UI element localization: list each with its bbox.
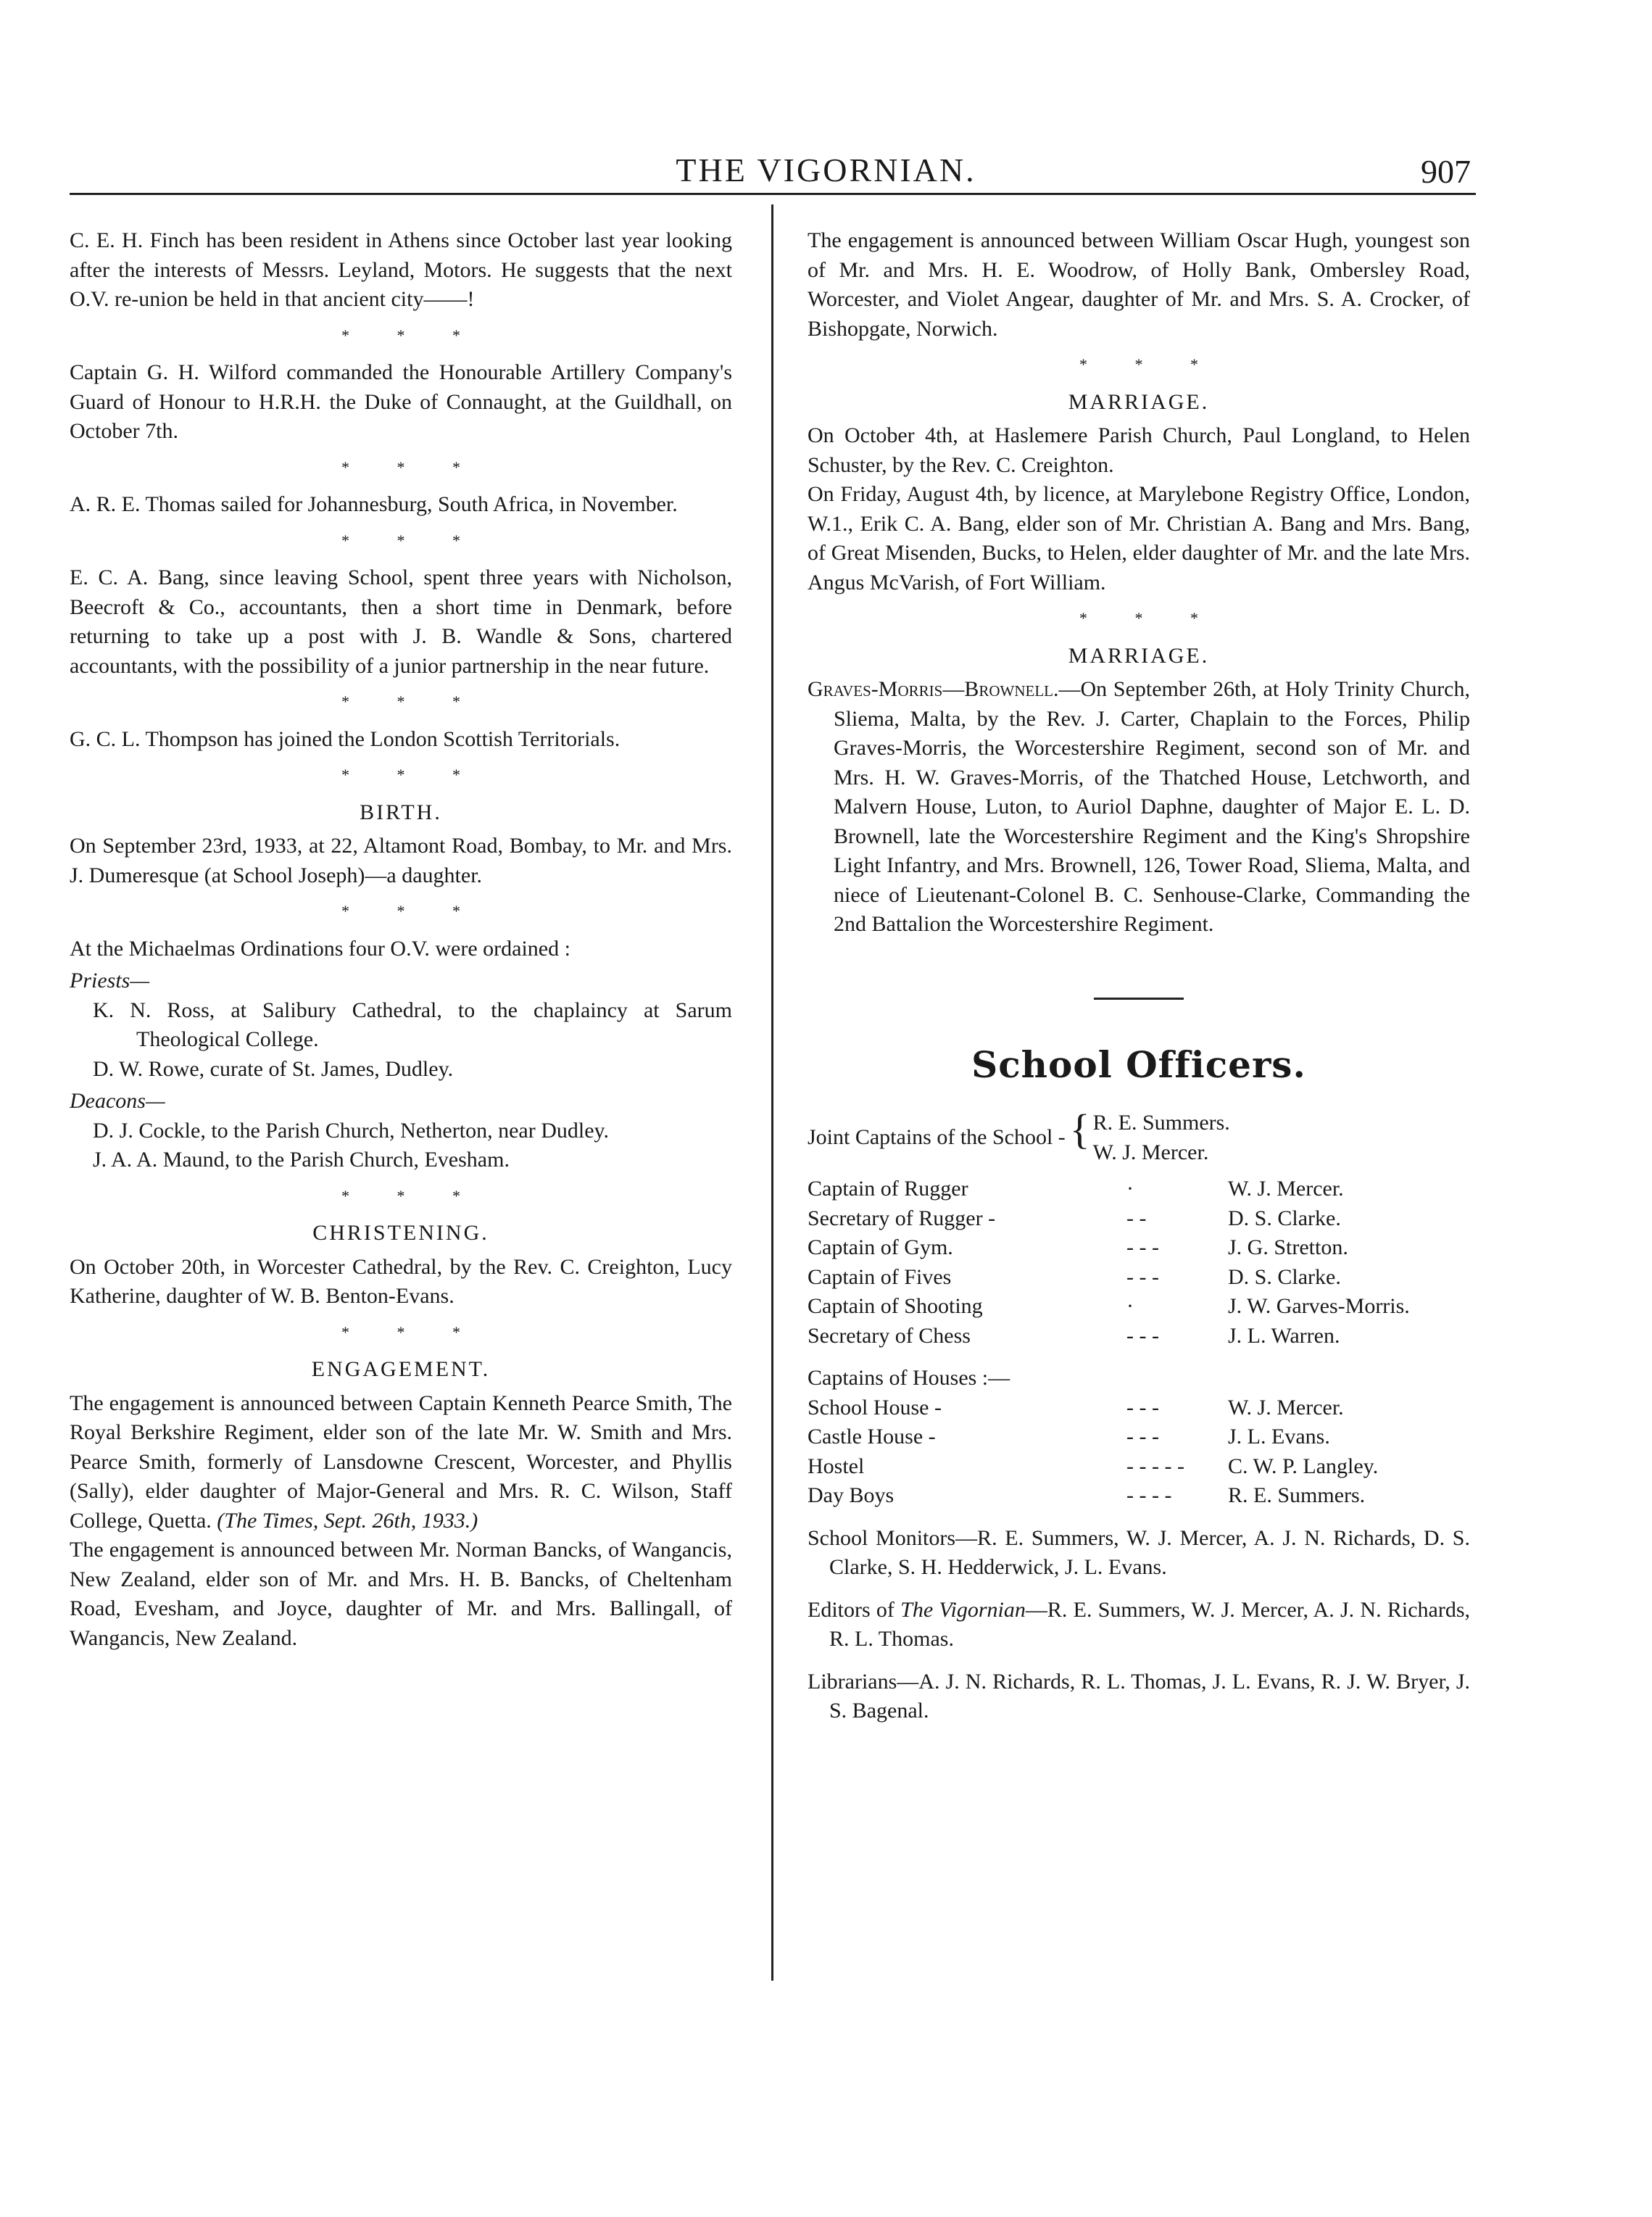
- editors-note: [808, 1596, 1470, 1654]
- page-header-title: THE VIGORNIAN.: [676, 152, 976, 188]
- officer-role-row-name: D. S. Clarke.: [1228, 1264, 1341, 1289]
- house-captain-row-label: Day Boys: [808, 1483, 895, 1507]
- house-captain-row-name: R. E. Summers.: [1228, 1483, 1366, 1507]
- section-stars: * * *: [341, 326, 482, 344]
- house-captain-row-label: Castle House -: [808, 1425, 936, 1449]
- houses-label: Captains of Houses :—: [808, 1366, 1010, 1390]
- engagement-notice-2: The engagement is announced between Mr. Norman Bancks, of Wangancis, New Zealand, elder son of Mr. and Mrs. H. B. Bancks, of Cheltenham Road, Evesham, and Joyce, daughter of Mr. and Mrs. Ballingall, of Wangancis, New Zealand.: [70, 1538, 732, 1650]
- officer-role-row-dashes: - -: [1126, 1206, 1147, 1230]
- section-stars: * * *: [341, 457, 482, 476]
- section-stars: * * *: [341, 531, 482, 550]
- house-captain-row-dashes: - - -: [1126, 1395, 1159, 1420]
- wilford-note: Captain G. H. Wilford commanded the Honourable Artillery Company's Guard of Honour to H.R.H. the Duke of Connaught, at the Guildhall, on October 7th.: [70, 360, 732, 443]
- brace-glyph: {: [1069, 1106, 1090, 1153]
- marriage-notice-1: On October 4th, at Haslemere Parish Church, Paul Longland, to Helen Schuster, by the Rev. C. Creighton.: [808, 423, 1470, 477]
- house-captain-row: [808, 1481, 1378, 1511]
- editors-prefix: Editors of: [808, 1597, 901, 1622]
- house-captain-row-label: Hostel: [808, 1454, 865, 1478]
- joint-captain-name: W. J. Mercer.: [1092, 1140, 1209, 1164]
- officer-role-row: [808, 1204, 1410, 1234]
- officer-role-row-label: Captain of Fives: [808, 1264, 952, 1289]
- school-officers-title: School Officers.: [971, 1043, 1306, 1086]
- priest-entry: D. W. Rowe, curate of St. James, Dudley.: [93, 1056, 454, 1081]
- officer-role-row-label: Captain of Shooting: [808, 1294, 983, 1318]
- house-captain-row-dashes: - - -: [1126, 1425, 1159, 1449]
- column-divider: [771, 204, 773, 1981]
- joint-captain-name: R. E. Summers.: [1092, 1111, 1230, 1135]
- section-stars: * * *: [341, 766, 482, 784]
- deacon-entry: D. J. Cockle, to the Parish Church, Netherton, near Dudley.: [93, 1118, 610, 1143]
- house-captain-row-name: W. J. Mercer.: [1228, 1395, 1344, 1420]
- finch-note: C. E. H. Finch has been resident in Athens since October last year looking after the interests of Messrs. Leyland, Motors. He suggests that the next O.V. re-union be held in that ancient city——!: [70, 228, 732, 311]
- school-monitors: School Monitors—R. E. Summers, W. J. Mercer, A. J. N. Richards, D. S. Clarke, S. H. Hedderwick, J. L. Evans.: [808, 1525, 1470, 1579]
- priests-label: Priests—: [70, 969, 150, 993]
- engagement-1-text: The engagement is announced between Captain Kenneth Pearce Smith, The Royal Berkshire Regiment, elder son of the late Mr. W. Smith and Mrs. Pearce Smith, formerly of Lansdowne Crescent, Worcester, and Phyllis (Sally), elder daughter of Major-General and Mrs. R. C. Wilson, Staff College, Quetta.: [70, 1391, 732, 1533]
- christening-notice: On October 20th, in Worcester Cathedral, by the Rev. C. Creighton, Lucy Katherine, daughter of W. B. Benton-Evans.: [70, 1254, 732, 1308]
- thomas-note: A. R. E. Thomas sailed for Johannesburg, South Africa, in November.: [70, 492, 678, 516]
- officer-role-row: [808, 1233, 1410, 1263]
- house-captains-table: [808, 1393, 1378, 1511]
- marriage-notice-2: On Friday, August 4th, by licence, at Marylebone Registry Office, London, W.1., Erik C. A. Bang, elder son of Mr. Christian A. Bang and Mrs. Bang, of Great Misenden, Bucks, to Helen, elder daughter of Mr. and the late Mrs. Angus McVarish, of Fort William.: [808, 482, 1470, 594]
- officer-role-row-name: W. J. Mercer.: [1228, 1177, 1344, 1201]
- officer-role-row-label: Captain of Rugger: [808, 1177, 968, 1201]
- deacons-label: Deacons—: [70, 1089, 165, 1113]
- section-stars: * * *: [1079, 355, 1220, 373]
- officer-role-row-dashes: - - -: [1126, 1264, 1159, 1289]
- engagement-heading: ENGAGEMENT.: [311, 1357, 491, 1381]
- house-captain-row-name: C. W. P. Langley.: [1228, 1454, 1379, 1478]
- officer-role-row-dashes: ·: [1126, 1294, 1134, 1318]
- right-column: [808, 226, 1470, 1726]
- editors-rest: —R. E. Summers, W. J. Mercer, A. J. N. Richards, R. L. Thomas.: [829, 1597, 1470, 1651]
- section-stars: * * *: [1079, 609, 1220, 627]
- thompson-note: G. C. L. Thompson has joined the London Scottish Territorials.: [70, 726, 620, 751]
- joint-captains-label: Joint Captains of the School -: [808, 1125, 1066, 1150]
- marriage-heading: MARRIAGE.: [1068, 643, 1210, 668]
- officers-table: [808, 1108, 1230, 1167]
- officer-role-row: [808, 1292, 1410, 1322]
- officer-role-row-dashes: - - -: [1126, 1323, 1159, 1348]
- officer-role-row: [808, 1263, 1410, 1293]
- house-captain-row: [808, 1422, 1378, 1452]
- left-column: [70, 226, 732, 1653]
- officer-role-row-name: J. G. Stretton.: [1228, 1235, 1348, 1259]
- officer-role-row-label: Secretary of Rugger -: [808, 1206, 996, 1230]
- officer-role-row-dashes: ·: [1126, 1177, 1134, 1201]
- officer-roles-table: [808, 1174, 1410, 1351]
- marriage-heading: MARRIAGE.: [1068, 389, 1210, 414]
- house-captain-row-dashes: - - - -: [1126, 1483, 1172, 1507]
- birth-heading: BIRTH.: [360, 800, 442, 824]
- officer-role-row-name: D. S. Clarke.: [1228, 1206, 1341, 1230]
- section-stars: * * *: [341, 692, 482, 710]
- officer-role-row-name: J. W. Garves-Morris.: [1228, 1294, 1410, 1318]
- joint-captains-names: [1093, 1108, 1230, 1167]
- birth-notice: On September 23rd, 1933, at 22, Altamont Road, Bombay, to Mr. and Mrs. J. Dumeresque (at School Joseph)—a daughter.: [70, 834, 732, 887]
- engagement-notice-1: [70, 1389, 732, 1536]
- christening-heading: CHRISTENING.: [312, 1221, 489, 1245]
- officer-role-row: [808, 1174, 1410, 1204]
- officer-role-row-label: Captain of Gym.: [808, 1235, 953, 1259]
- officer-role-row: [808, 1322, 1410, 1351]
- section-stars: * * *: [341, 1186, 482, 1205]
- officer-role-row-name: J. L. Warren.: [1228, 1323, 1340, 1348]
- house-captain-row: [808, 1393, 1378, 1423]
- header-rule: [70, 193, 1476, 195]
- house-captain-row-dashes: - - - - -: [1126, 1454, 1184, 1478]
- officer-role-row-dashes: - - -: [1126, 1235, 1159, 1259]
- marriage-notice-3: [808, 675, 1470, 940]
- engagement-1-source: (The Times, Sept. 26th, 1933.): [217, 1508, 478, 1533]
- section-stars: * * *: [341, 1322, 482, 1341]
- marriage-3-names: Graves-Morris—Brownell.: [808, 677, 1059, 701]
- house-captain-row-label: School House -: [808, 1395, 942, 1420]
- section-rule: [1094, 998, 1184, 1000]
- bang-note: E. C. A. Bang, since leaving School, spent three years with Nicholson, Beecroft & Co., accountants, then a short time in Denmark, before returning to take up a post with J. B. Wandle & Sons, chartered accountants, with the possibility of a junior partnership in the near future.: [70, 565, 732, 678]
- marriage-3-text: —On September 26th, at Holy Trinity Church, Sliema, Malta, by the Rev. J. Carter, Chaplain to the Forces, Philip Graves-Morris, the Worcestershire Regiment, second son of Mr. and Mrs. H. W. Graves-Morris, of the Thatched House, Letchworth, and Malvern House, Luton, to Auriol Daphne, daughter of Major E. L. D. Brownell, late the Worcestershire Regiment and the King's Shropshire Light Infantry, and Mrs. Brownell, 126, Tower Road, Sliema, Malta, and niece of Lieutenant-Colonel B. C. Senhouse-Clarke, Commanding the 2nd Battalion the Worcestershire Regiment.: [834, 677, 1470, 936]
- librarians-note: Librarians—A. J. N. Richards, R. L. Thomas, J. L. Evans, R. J. W. Bryer, J. S. Bagenal.: [808, 1669, 1470, 1723]
- house-captain-row: [808, 1452, 1378, 1482]
- officer-role-row-label: Secretary of Chess: [808, 1323, 971, 1348]
- engagement-notice-3: The engagement is announced between William Oscar Hugh, youngest son of Mr. and Mrs. H. E. Woodrow, of Holly Bank, Ombersley Road, Worcester, and Violet Angear, daughter of Mr. and Mrs. S. A. Crocker, of Bishopgate, Norwich.: [808, 228, 1470, 341]
- page-number: 907: [1421, 153, 1471, 190]
- joint-captains-row: [808, 1108, 1230, 1167]
- deacon-entry: J. A. A. Maund, to the Parish Church, Evesham.: [93, 1148, 510, 1172]
- ordinations-intro: At the Michaelmas Ordinations four O.V. were ordained :: [70, 936, 570, 961]
- section-stars: * * *: [341, 902, 482, 920]
- priest-entry: K. N. Ross, at Salibury Cathedral, to the chaplaincy at Sarum Theological College.: [93, 998, 732, 1051]
- editors-title: The Vigornian: [900, 1597, 1026, 1622]
- house-captain-row-name: J. L. Evans.: [1228, 1425, 1330, 1449]
